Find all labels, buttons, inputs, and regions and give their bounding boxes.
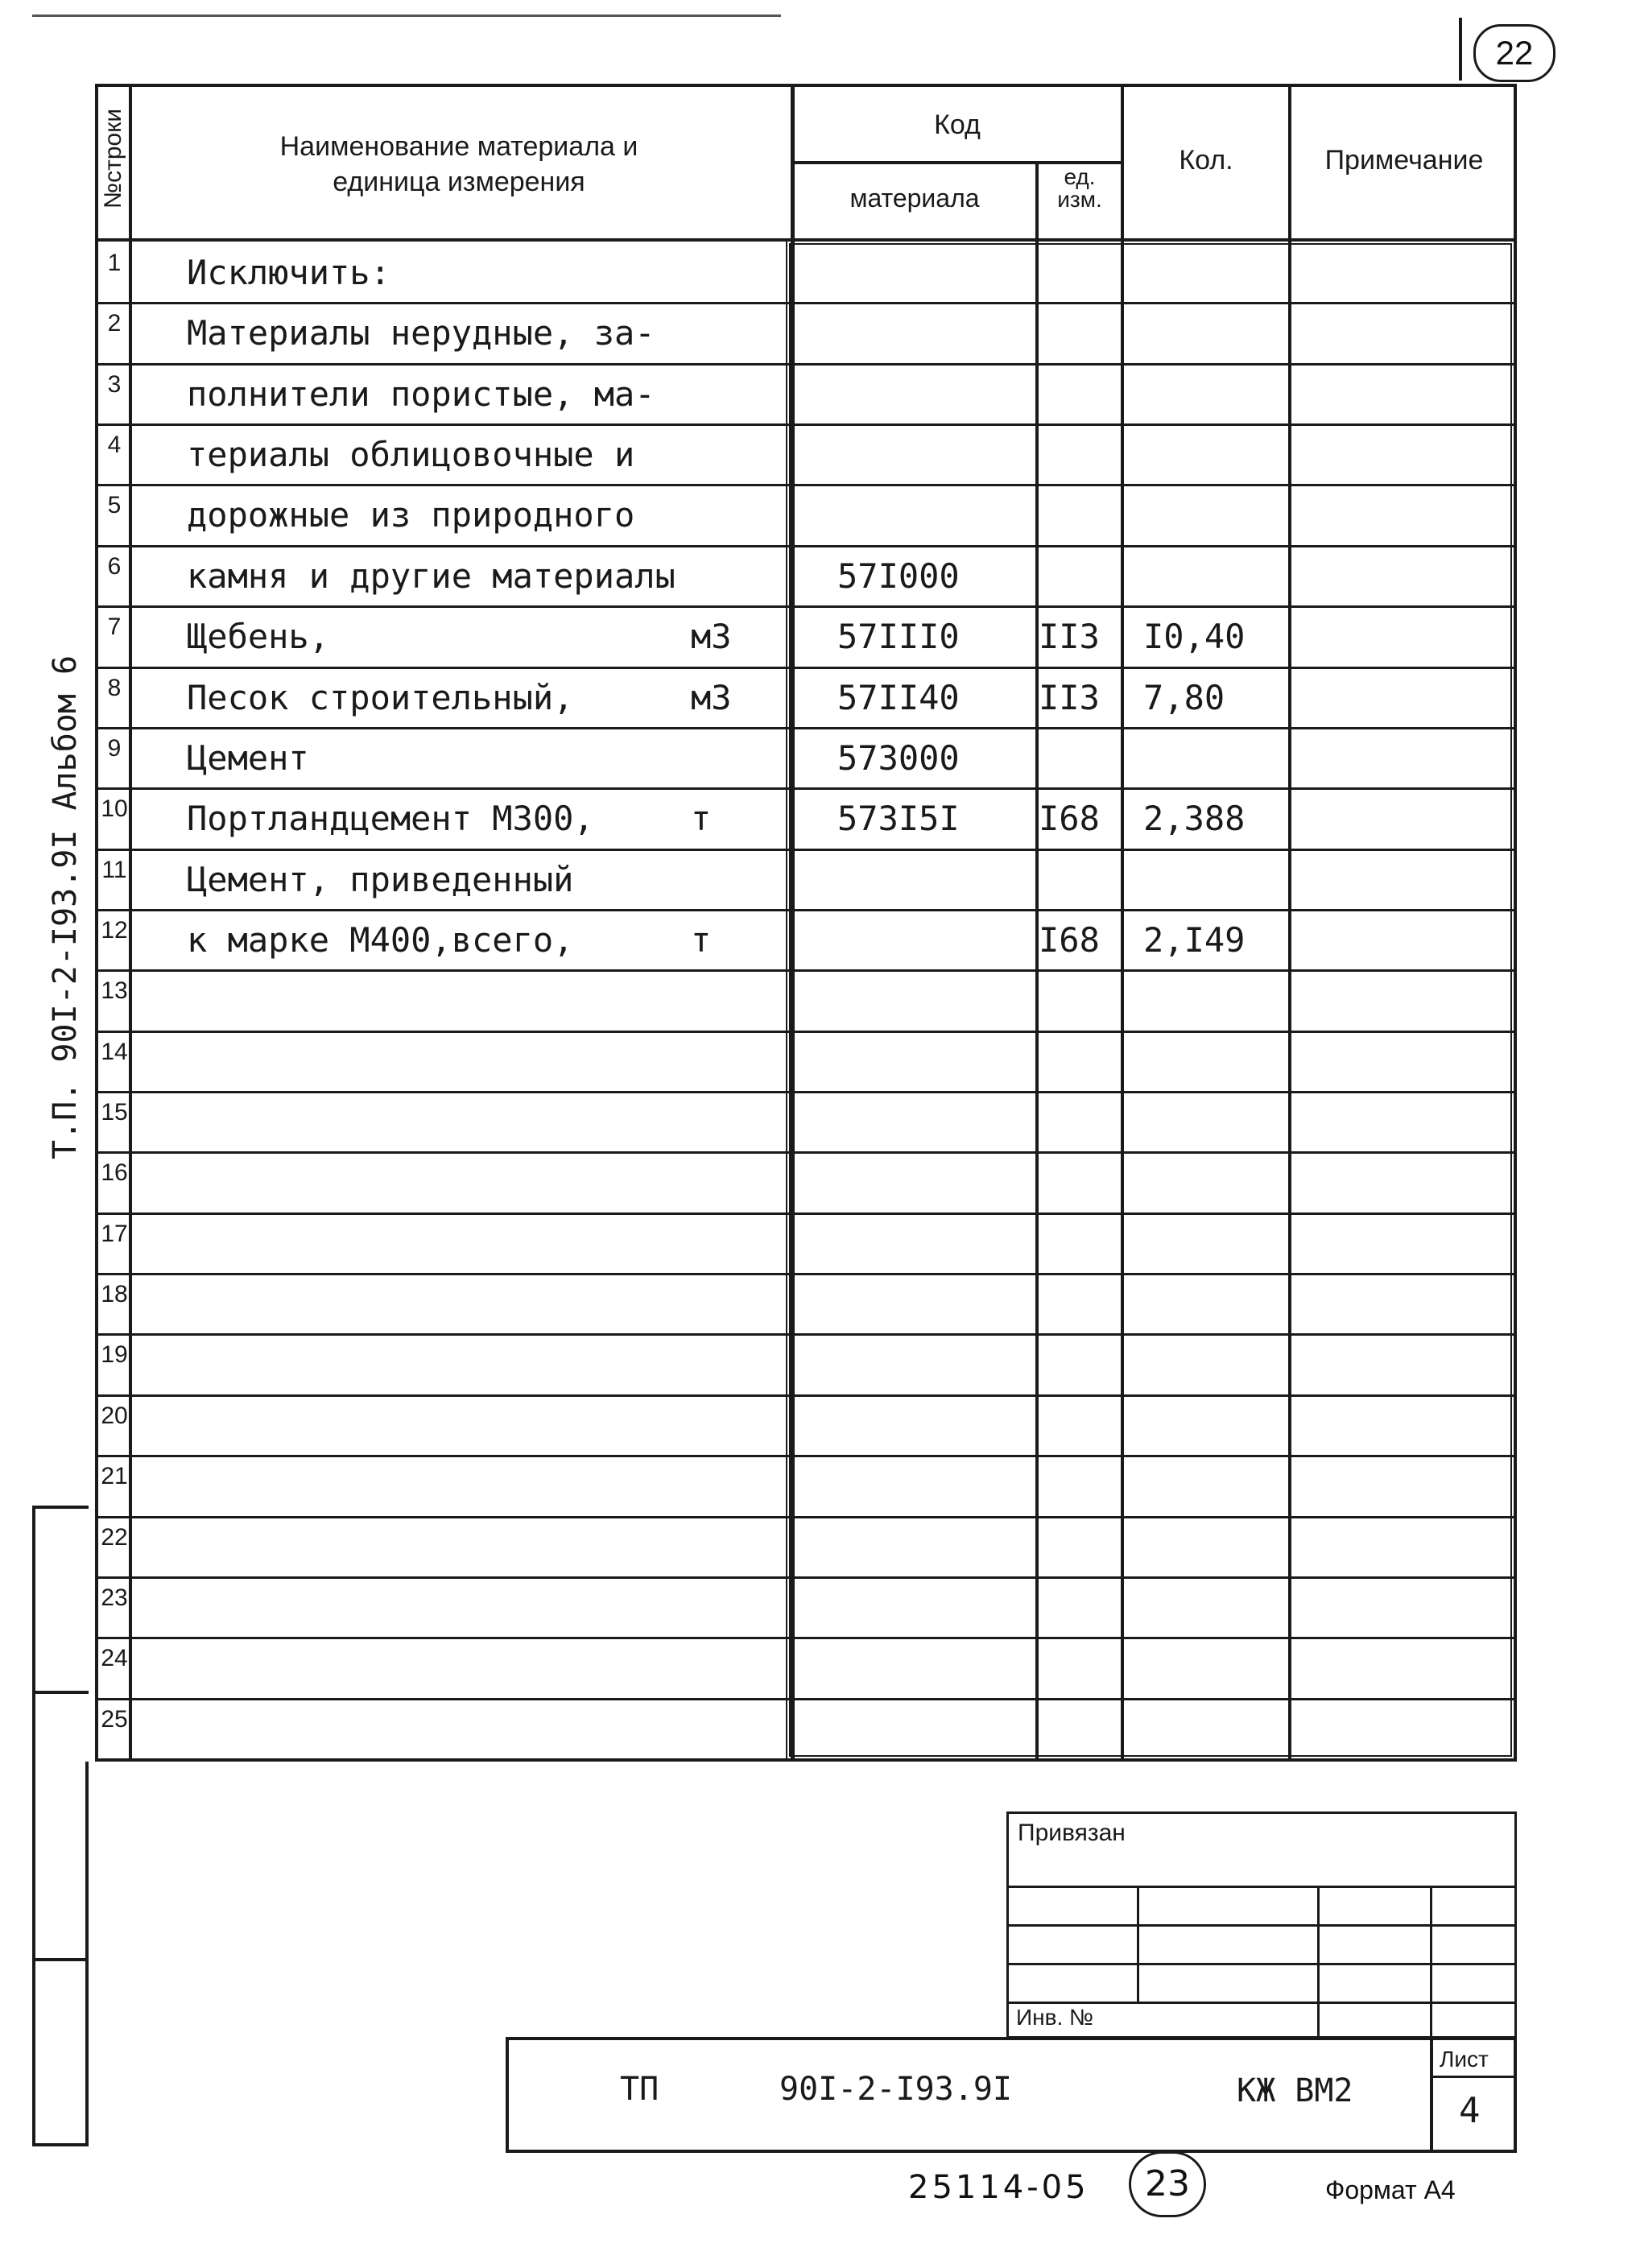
row-rule — [95, 484, 1517, 486]
material-unit: м3 — [691, 678, 732, 717]
unit-code: I68 — [1039, 799, 1100, 838]
row-number: 22 — [101, 1524, 128, 1551]
left-strip-divider-2 — [32, 1958, 89, 1961]
row-rule — [95, 667, 1517, 669]
material-name: Щебень, — [187, 617, 330, 656]
page-number-text: 22 — [1495, 34, 1534, 72]
row-rule — [95, 787, 1517, 790]
material-code: 573000 — [837, 738, 960, 778]
sheet-number: 4 — [1459, 2090, 1481, 2131]
row-rule — [95, 1394, 1517, 1397]
row-number: 5 — [107, 492, 122, 518]
row-number: 24 — [101, 1645, 128, 1671]
header-code-material: материала — [849, 184, 980, 213]
material-unit: м3 — [691, 617, 732, 656]
binding-row-2 — [1006, 1924, 1517, 1927]
row-number: 13 — [101, 977, 128, 1004]
row-rule — [95, 1637, 1517, 1639]
doc-type: ТП — [620, 2071, 659, 2108]
inventory-label: Инв. № — [1016, 2005, 1094, 2030]
row-rule — [95, 1333, 1517, 1336]
title-sheet-divider — [1430, 2037, 1433, 2153]
row-number: 6 — [107, 553, 122, 580]
row-number: 14 — [101, 1039, 128, 1065]
row-number: 3 — [107, 371, 122, 398]
row-number: 12 — [101, 917, 128, 944]
doc-number: 90I-2-I93.9I — [779, 2071, 1012, 2108]
row-rule — [95, 1212, 1517, 1215]
material-code: 573I5I — [837, 799, 960, 838]
material-code: 57II40 — [837, 678, 960, 717]
row-number: 11 — [101, 857, 127, 883]
row-rule — [95, 1576, 1517, 1579]
heavy-body-border — [786, 240, 1515, 1760]
doc-mark: КЖ ВМ2 — [1237, 2072, 1353, 2109]
row-rule — [95, 302, 1517, 304]
binding-row-3 — [1006, 1963, 1517, 1965]
material-name: Исключить: — [187, 253, 390, 292]
row-rule — [95, 1273, 1517, 1275]
left-stamp-strip — [32, 1506, 89, 2146]
row-rule — [95, 1455, 1517, 1457]
row-rule — [95, 605, 1517, 608]
row-number: 4 — [107, 432, 122, 458]
row-rule — [95, 1091, 1517, 1093]
header-note: Примечание — [1324, 145, 1484, 176]
left-strip-divider-1 — [32, 1691, 89, 1694]
material-code: 57III0 — [837, 617, 960, 656]
header-code: Код — [934, 109, 981, 140]
row-number: 15 — [101, 1099, 128, 1126]
row-number: 25 — [101, 1706, 128, 1733]
material-code: 57I000 — [837, 556, 960, 596]
row-number: 10 — [101, 795, 128, 822]
row-rule — [95, 1031, 1517, 1033]
quantity: 2,388 — [1143, 799, 1246, 838]
header-code-unit: ед. изм. — [1057, 164, 1102, 212]
material-unit: т — [691, 920, 712, 960]
page-number — [1473, 24, 1555, 82]
row-rule — [95, 1151, 1517, 1154]
material-name: полнители пористые, ма- — [187, 374, 655, 414]
material-name: камня и другие материалы — [187, 556, 675, 596]
row-number: 17 — [101, 1221, 128, 1247]
row-number: 20 — [101, 1403, 128, 1429]
material-unit: т — [691, 799, 712, 838]
quantity: I0,40 — [1143, 617, 1246, 656]
row-number: 1 — [107, 250, 122, 276]
row-number: 21 — [101, 1463, 128, 1489]
row-rule — [95, 727, 1517, 729]
quantity: 7,80 — [1143, 678, 1225, 717]
binding-col-2 — [1317, 1886, 1320, 2039]
row-rule — [95, 545, 1517, 547]
sheet-label: Лист — [1440, 2047, 1489, 2072]
material-name: к марке М400,всего, — [187, 920, 574, 960]
title-sheet-label-rule — [1430, 2076, 1517, 2078]
header-row-no: №строки — [100, 108, 126, 209]
row-rule — [95, 969, 1517, 972]
material-name: Песок строительный, — [187, 678, 574, 717]
material-name: Портландцемент М300, — [187, 799, 594, 838]
binding-row-1 — [1006, 1886, 1517, 1888]
row-number: 19 — [101, 1341, 128, 1368]
binding-col-3 — [1430, 1886, 1432, 2039]
header-qty: Кол. — [1179, 145, 1233, 176]
side-document-label: Т.П. 90I-2-I93.9I Альбом 6 — [47, 655, 84, 1159]
material-name: дорожные из природного — [187, 495, 635, 535]
material-name: Материалы нерудные, за- — [187, 313, 655, 353]
format-label: Формат А4 — [1325, 2175, 1456, 2204]
row-rule — [95, 909, 1517, 911]
row-rule — [95, 1698, 1517, 1700]
row-number: 9 — [107, 735, 122, 762]
binding-col-1 — [1137, 1886, 1139, 2002]
material-name: Цемент — [187, 738, 309, 778]
unit-code: I68 — [1039, 920, 1100, 960]
left-strip-inner — [85, 1762, 89, 2146]
material-name: Цемент, приведенный — [187, 860, 574, 899]
material-name: териалы облицовочные и — [187, 435, 635, 474]
row-number: 8 — [107, 675, 122, 701]
binding-label: Привязан — [1018, 1820, 1126, 1846]
quantity: 2,I49 — [1143, 920, 1246, 960]
unit-code: II3 — [1039, 617, 1100, 656]
row-rule — [95, 1516, 1517, 1518]
row-number: 23 — [101, 1584, 128, 1611]
row-number: 18 — [101, 1281, 128, 1308]
top-rule — [32, 14, 781, 17]
row-rule — [95, 849, 1517, 851]
row-rule — [95, 363, 1517, 366]
archive-number: 25114-05 — [908, 2169, 1089, 2206]
header-name: Наименование материала и единица измерения — [279, 131, 638, 197]
row-number: 16 — [101, 1159, 128, 1186]
row-rule — [95, 423, 1517, 426]
unit-code: II3 — [1039, 678, 1100, 717]
binding-row-4 — [1006, 2002, 1517, 2004]
page-number-divider — [1459, 18, 1462, 81]
row-number: 2 — [107, 310, 122, 337]
circled-number: 23 — [1129, 2151, 1206, 2217]
row-number: 7 — [107, 613, 122, 640]
